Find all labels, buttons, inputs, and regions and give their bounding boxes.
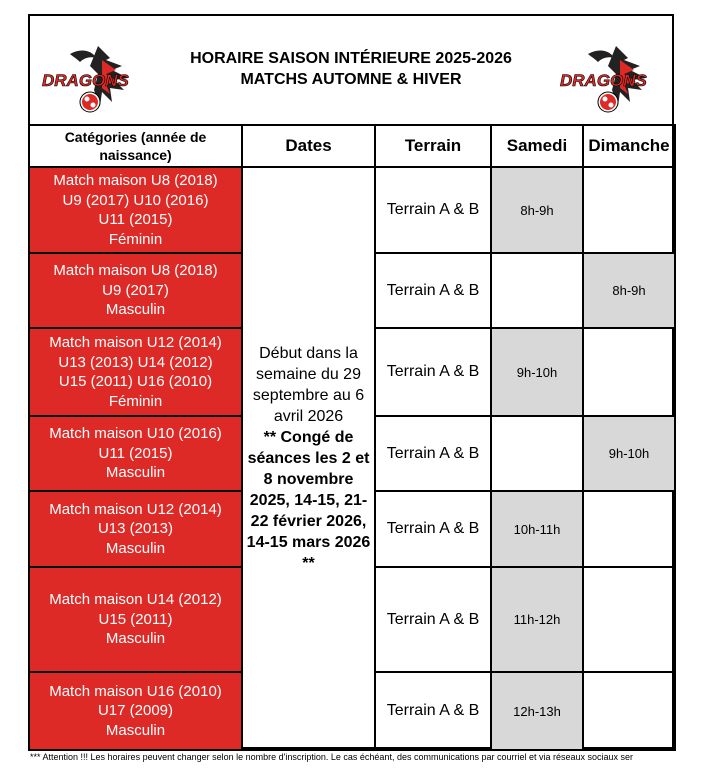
category-cell: Match maison U8 (2018) U9 (2017) Masculin (29, 253, 242, 328)
terrain-cell: Terrain A & B (375, 491, 491, 567)
terrain-cell: Terrain A & B (375, 328, 491, 416)
samedi-slot: 8h-9h (491, 167, 583, 253)
column-header-categories: Catégories (année de naissance) (29, 125, 242, 167)
footer-note: *** Attention !!! Les horaires peuvent changer selon le nombre d'inscription. Le cas échéant, des communications par courriel et via réseaux sociaux ser (30, 752, 634, 762)
dimanche-slot (583, 491, 675, 567)
dates-text: Début dans la semaine du 29 septembre au 6 avril 2026 (252, 345, 365, 425)
dimanche-slot: 8h-9h (583, 253, 675, 328)
terrain-cell: Terrain A & B (375, 672, 491, 750)
dimanche-slot (583, 672, 675, 750)
samedi-slot: 11h-12h (491, 567, 583, 672)
dimanche-slot (583, 567, 675, 672)
terrain-cell: Terrain A & B (375, 567, 491, 672)
samedi-slot (491, 253, 583, 328)
terrain-cell: Terrain A & B (375, 167, 491, 253)
logo-text: DRAGONS (42, 71, 129, 90)
category-cell: Match maison U14 (2012) U15 (2011) Masculin (29, 567, 242, 672)
samedi-slot: 10h-11h (491, 491, 583, 567)
column-header-terrain: Terrain (375, 125, 491, 167)
category-cell: Match maison U10 (2016) U11 (2015) Masculin (29, 416, 242, 491)
category-cell: Match maison U12 (2014) U13 (2013) Masculin (29, 491, 242, 567)
column-header-dimanche: Dimanche (583, 125, 675, 167)
samedi-slot: 9h-10h (491, 328, 583, 416)
table-header-row (29, 125, 675, 167)
samedi-slot: 12h-13h (491, 672, 583, 750)
table-row (29, 167, 675, 253)
column-header-dates: Dates (242, 125, 375, 167)
dimanche-slot: 9h-10h (583, 416, 675, 491)
dragons-logo-right (558, 44, 653, 114)
dimanche-slot (583, 167, 675, 253)
dimanche-slot (583, 328, 675, 416)
terrain-cell: Terrain A & B (375, 253, 491, 328)
column-header-samedi: Samedi (491, 125, 583, 167)
dates-cell (242, 167, 375, 750)
dates-note: ** Congé de séances les 2 et 8 novembre 2025, 14-15, 21-22 février 2026, 14-15 mars 2026 ** (246, 429, 371, 572)
header (28, 14, 674, 124)
terrain-cell: Terrain A & B (375, 416, 491, 491)
page-subtitle: MATCHS AUTOMNE & HIVER (240, 71, 462, 88)
category-cell: Match maison U16 (2010) U17 (2009) Masculin (29, 672, 242, 750)
category-cell: Match maison U8 (2018) U9 (2017) U10 (2016) U11 (2015) Féminin (29, 167, 242, 253)
schedule-table (28, 124, 676, 751)
category-cell: Match maison U12 (2014) U13 (2013) U14 (2012) U15 (2011) U16 (2010) Féminin (29, 328, 242, 416)
page-title: HORAIRE SAISON INTÉRIEURE 2025-2026 (190, 50, 512, 67)
logo-text: DRAGONS (560, 71, 647, 90)
samedi-slot (491, 416, 583, 491)
